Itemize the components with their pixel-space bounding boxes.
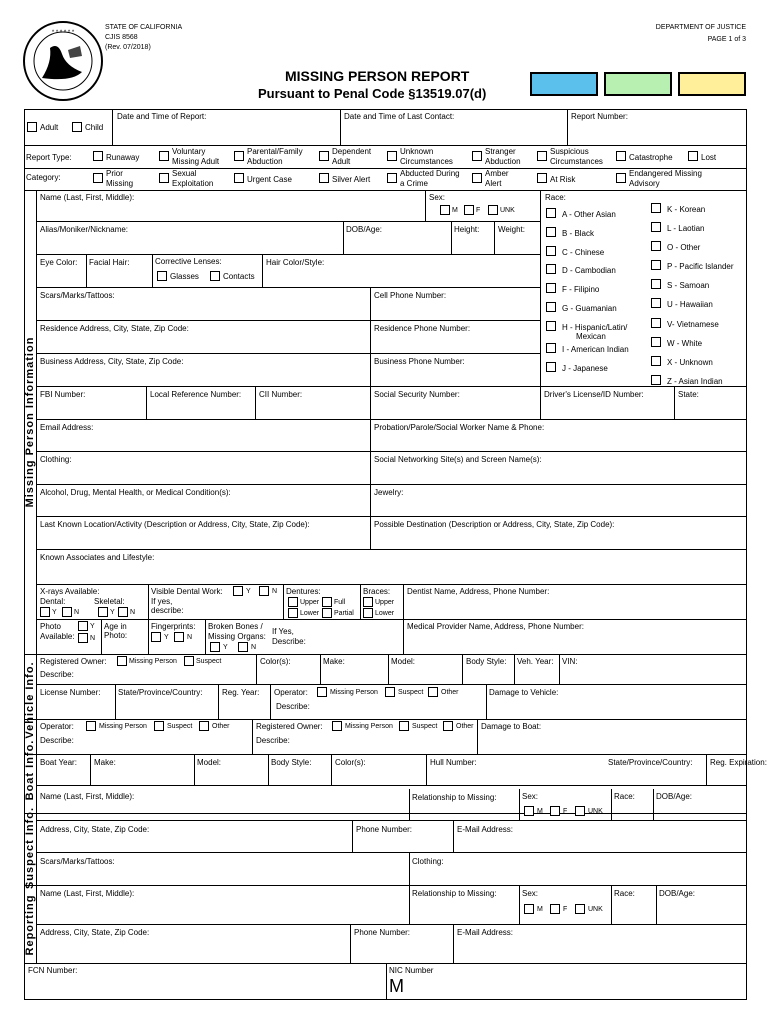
vehicle-operator-suspect-label: Suspect (398, 689, 424, 696)
color-swatch-green (604, 72, 672, 96)
mp-name-label: Name (Last, First, Middle): (40, 193, 135, 202)
photo-n-label: N (90, 635, 96, 642)
nic-number-value: M (389, 976, 404, 996)
boat-owner-missing-label: Missing Person (345, 723, 393, 730)
category-label: Category: (26, 173, 61, 182)
xray-dental-y-label: Y (52, 609, 57, 616)
xrays-label: X-rays Available: (40, 587, 100, 596)
state-name: STATE OF CALIFORNIA (105, 24, 183, 31)
boat-operator-missing-checkbox[interactable] (86, 721, 96, 731)
dentures-label: Dentures: (286, 587, 321, 596)
race-left-4-label: F - Filipino (562, 285, 600, 294)
photo-y-checkbox[interactable] (78, 621, 88, 631)
visible-dental-label: Visible Dental Work: (151, 587, 223, 596)
adult-label: Adult (40, 123, 59, 132)
fingerprints-label: Fingerprints: (151, 622, 196, 631)
race-right-1-label: L - Laotian (667, 224, 705, 233)
report-type-3-checkbox[interactable] (319, 151, 329, 161)
category-6-checkbox[interactable] (537, 173, 547, 183)
boat-owner-other-label: Other (456, 723, 474, 730)
report-type-5-label: Stranger (485, 147, 516, 156)
organs-y-checkbox[interactable] (210, 642, 220, 652)
boat-make-label: Make: (94, 758, 116, 767)
photo-available-label: Available: (40, 632, 75, 641)
braces-upper-label: Upper (375, 599, 395, 606)
boat-operator-suspect-label: Suspect (167, 723, 193, 730)
broken-bones-label: Broken Bones / (208, 622, 263, 631)
boat-operator-suspect-checkbox[interactable] (154, 721, 164, 731)
reporting-sex-m-label: M (537, 906, 543, 913)
form-subtitle: Pursuant to Penal Code §13519.07(d) (258, 86, 487, 101)
report-type-6-label: Suspicious (550, 147, 589, 156)
race-left-3-checkbox[interactable] (546, 264, 556, 274)
race-right-9-label: Z - Asian Indian (667, 377, 723, 386)
visible-dental-y-label: Y (246, 588, 251, 595)
race-left-0-label: A - Other Asian (562, 210, 616, 219)
vehicle-operator-label: Operator: (274, 688, 308, 697)
residence-phone-label: Residence Phone Number: (374, 324, 471, 333)
section-boat: Boat Info. (24, 739, 36, 801)
organs-ifyes-label: If Yes, (272, 627, 294, 636)
report-type-4-checkbox[interactable] (387, 151, 397, 161)
vehicle-damage-label: Damage to Vehicle: (489, 688, 559, 697)
reporting-name-label: Name (Last, First, Middle): (40, 889, 135, 898)
suspect-sex-unk-checkbox[interactable] (575, 806, 585, 816)
suspect-sex-f-label: F (563, 808, 568, 815)
hair-color-label: Hair Color/Style: (266, 258, 325, 267)
category-1-checkbox[interactable] (159, 173, 169, 183)
child-label: Child (85, 123, 104, 132)
photo-label: Photo (40, 622, 61, 631)
state-seal-icon (22, 20, 104, 102)
contacts-label: Contacts (223, 272, 255, 281)
vehicle-owner-suspect-label: Suspect (196, 658, 222, 665)
reporting-dob-label: DOB/Age: (659, 889, 696, 898)
mp-sex-unk-label: UNK (500, 207, 515, 214)
boat-operator-other-checkbox[interactable] (199, 721, 209, 731)
race-right-9-checkbox[interactable] (651, 375, 661, 385)
race-right-2-checkbox[interactable] (651, 241, 661, 251)
alias-label: Alias/Moniker/Nickname: (40, 225, 129, 234)
boat-operator-describe-label: Describe: (40, 736, 74, 745)
vehicle-body-label: Body Style: (466, 657, 507, 666)
visible-dental-n-label: N (272, 588, 278, 595)
suspect-relationship-label: Relationship to Missing: (412, 793, 497, 802)
boat-operator-label: Operator: (40, 722, 74, 731)
race-right-6-label: V- Vietnamese (667, 320, 719, 329)
race-left-4-checkbox[interactable] (546, 283, 556, 293)
page-number: PAGE 1 of 3 (707, 36, 746, 43)
boat-body-label: Body Style: (271, 758, 312, 767)
mp-sex-label: Sex: (429, 193, 446, 202)
dentures-upper-label: Upper (300, 599, 320, 606)
last-known-location-label: Last Known Location/Activity (Description or Address, City, State, Zip Code): (40, 520, 310, 529)
mp-sex-unk-checkbox[interactable] (488, 205, 498, 215)
medical-provider-label: Medical Provider Name, Address, Phone Number: (407, 622, 584, 631)
report-type-7-checkbox[interactable] (616, 151, 626, 161)
dentures-partial-checkbox[interactable] (322, 608, 332, 618)
dentures-full-checkbox[interactable] (322, 597, 332, 607)
photo-y-label: Y (90, 623, 95, 630)
dental-ifyes-label: If yes, (151, 597, 173, 606)
report-type-6-checkbox[interactable] (537, 151, 547, 161)
reporting-sex-f-checkbox[interactable] (550, 904, 560, 914)
section-suspect: Suspect Info. (24, 806, 36, 890)
cell-phone-label: Cell Phone Number: (374, 291, 447, 300)
possible-destination-label: Possible Destination (Description or Address, City, State, Zip Code): (374, 520, 615, 529)
xray-dental-n-label: N (74, 609, 80, 616)
dob-label: DOB/Age: (346, 225, 383, 234)
section-missing-person: Missing Person Information (24, 336, 36, 508)
date-last-contact-label: Date and Time of Last Contact: (344, 112, 455, 121)
vehicle-operator-missing-label: Missing Person (330, 689, 378, 696)
braces-lower-checkbox[interactable] (363, 608, 373, 618)
dental-describe-label: describe: (151, 606, 184, 615)
boat-color-label: Color(s): (335, 758, 366, 767)
race-right-3-checkbox[interactable] (651, 260, 661, 270)
mp-sex-f-label: F (476, 207, 481, 214)
category-0-checkbox[interactable] (93, 173, 103, 183)
category-4-label: Abducted During (400, 169, 460, 178)
race-left-1-label: B - Black (562, 229, 595, 238)
reporting-address-label: Address, City, State, Zip Code: (40, 928, 150, 937)
category-4-checkbox[interactable] (387, 173, 397, 183)
report-type-8-label: Lost (701, 153, 717, 162)
race-right-1-checkbox[interactable] (651, 222, 661, 232)
boat-state-label: State/Province/Country: (608, 758, 693, 767)
dentist-label: Dentist Name, Address, Phone Number: (407, 587, 550, 596)
vehicle-vin-label: VIN: (562, 657, 578, 666)
vehicle-operator-describe-label: Describe: (276, 702, 310, 711)
suspect-sex-unk-label: UNK (588, 808, 603, 815)
suspect-email-label: E-Mail Address: (457, 825, 514, 834)
reporting-sex-m-checkbox[interactable] (524, 904, 534, 914)
vehicle-operator-suspect-checkbox[interactable] (385, 687, 395, 697)
alcohol-drug-label: Alcohol, Drug, Mental Health, or Medical Condition(s): (40, 488, 231, 497)
braces-upper-checkbox[interactable] (363, 597, 373, 607)
report-type-2-label-2: Abduction (247, 157, 283, 166)
category-3-checkbox[interactable] (319, 173, 329, 183)
braces-lower-label: Lower (375, 610, 395, 617)
license-number-label: License Number: (40, 688, 101, 697)
vehicle-owner-describe-label: Describe: (40, 670, 74, 679)
report-type-0-checkbox[interactable] (93, 151, 103, 161)
category-5-label: Amber (485, 169, 509, 178)
reporting-sex-unk-checkbox[interactable] (575, 904, 585, 914)
child-checkbox[interactable] (72, 122, 82, 132)
vehicle-reg-owner-label: Registered Owner: (40, 657, 107, 666)
category-7-label: Endangered Missing (629, 169, 702, 178)
race-right-7-checkbox[interactable] (651, 337, 661, 347)
race-left-5-checkbox[interactable] (546, 302, 556, 312)
vehicle-year-label: Veh. Year: (517, 657, 554, 666)
fbi-number-label: FBI Number: (40, 390, 86, 399)
xray-skeletal-label: Skeletal: (94, 597, 125, 606)
boat-reg-owner-label: Registered Owner: (256, 722, 323, 731)
boat-damage-label: Damage to Boat: (481, 722, 542, 731)
race-right-2-label: O - Other (667, 243, 701, 252)
organs-y-label: Y (223, 644, 228, 651)
photo-n-checkbox[interactable] (78, 633, 88, 643)
xray-skeletal-n-checkbox[interactable] (118, 607, 128, 617)
category-0-label-2: Missing (106, 179, 134, 188)
boat-owner-suspect-checkbox[interactable] (399, 721, 409, 731)
social-networking-label: Social Networking Site(s) and Screen Name(s): (374, 455, 542, 464)
height-label: Height: (454, 225, 480, 234)
boat-year-label: Boat Year: (40, 758, 77, 767)
section-reporting: Reporting (24, 894, 36, 956)
boat-model-label: Model: (197, 758, 222, 767)
age-photo-label: Photo: (104, 631, 128, 640)
category-0-label: Prior (106, 169, 123, 178)
business-address-label: Business Address, City, State, Zip Code: (40, 357, 184, 366)
race-right-8-checkbox[interactable] (651, 356, 661, 366)
email-label: Email Address: (40, 423, 94, 432)
department-name: DEPARTMENT OF JUSTICE (655, 24, 746, 31)
category-6-label: At Risk (550, 175, 576, 184)
suspect-sex-label: Sex: (522, 792, 539, 801)
xray-dental-y-checkbox[interactable] (40, 607, 50, 617)
drivers-license-label: Driver's License/ID Number: (544, 390, 644, 399)
dentures-partial-label: Partial (334, 610, 354, 617)
glasses-label: Glasses (170, 272, 199, 281)
race-right-4-label: S - Samoan (667, 281, 710, 290)
race-right-7-label: W - White (667, 339, 703, 348)
contacts-checkbox[interactable] (210, 271, 220, 281)
ssn-label: Social Security Number: (374, 390, 460, 399)
reporting-race-label: Race: (614, 889, 635, 898)
xray-skeletal-y-checkbox[interactable] (98, 607, 108, 617)
race-right-4-checkbox[interactable] (651, 279, 661, 289)
vehicle-operator-other-label: Other (441, 689, 459, 696)
local-ref-label: Local Reference Number: (150, 390, 242, 399)
report-type-5-checkbox[interactable] (472, 151, 482, 161)
race-left-3-label: D - Cambodian (562, 266, 616, 275)
vehicle-operator-missing-checkbox[interactable] (317, 687, 327, 697)
eye-color-label: Eye Color: (40, 258, 78, 267)
color-swatch-blue (530, 72, 598, 96)
mp-sex-f-checkbox[interactable] (464, 205, 474, 215)
category-1-label: Sexual (172, 169, 197, 178)
vehicle-owner-suspect-checkbox[interactable] (184, 656, 194, 666)
nic-number-label: NIC Number (389, 966, 434, 975)
vehicle-state-label: State/Province/Country: (118, 688, 203, 697)
vehicle-make-label: Make: (323, 657, 345, 666)
report-type-6-label-2: Circumstances (550, 157, 603, 166)
report-type-5-label-2: Abduction (485, 157, 521, 166)
fingerprints-n-label: N (187, 634, 193, 641)
hull-number-label: Hull Number: (430, 758, 477, 767)
reporting-sex-label: Sex: (522, 889, 539, 898)
race-left-1-checkbox[interactable] (546, 227, 556, 237)
race-right-3-label: P - Pacific Islander (667, 262, 734, 271)
weight-label: Weight: (498, 225, 525, 234)
reporting-email-label: E-Mail Address: (457, 928, 514, 937)
report-type-2-label: Parental/Family (247, 147, 303, 156)
missing-organs-label: Missing Organs: (208, 632, 266, 641)
form-id: CJIS 8568 (105, 34, 138, 41)
report-type-3-label-2: Adult (332, 157, 351, 166)
organs-n-checkbox[interactable] (238, 642, 248, 652)
reporting-phone-label: Phone Number: (354, 928, 411, 937)
glasses-checkbox[interactable] (157, 271, 167, 281)
suspect-name-label: Name (Last, First, Middle): (40, 792, 135, 801)
vehicle-operator-other-checkbox[interactable] (428, 687, 438, 697)
category-1-label-2: Exploitation (172, 179, 214, 188)
suspect-phone-label: Phone Number: (356, 825, 413, 834)
boat-owner-other-checkbox[interactable] (443, 721, 453, 731)
dentures-full-label: Full (334, 599, 346, 606)
adult-checkbox[interactable] (27, 122, 37, 132)
suspect-dob-label: DOB/Age: (656, 792, 693, 801)
suspect-race-label: Race: (614, 792, 635, 801)
race-label: Race: (545, 193, 566, 202)
boat-reg-exp-label: Reg. Expiration: (710, 758, 767, 767)
dentures-lower-checkbox[interactable] (288, 608, 298, 618)
fingerprints-n-checkbox[interactable] (174, 632, 184, 642)
dl-state-label: State: (678, 390, 699, 399)
race-left-6-checkbox[interactable] (546, 321, 556, 331)
boat-owner-describe-label: Describe: (256, 736, 290, 745)
age-in-photo-label: Age in (104, 622, 127, 631)
scars-label: Scars/Marks/Tattoos: (40, 291, 115, 300)
reporting-sex-unk-label: UNK (588, 906, 603, 913)
suspect-sex-m-checkbox[interactable] (524, 806, 534, 816)
race-right-0-label: K - Korean (667, 205, 706, 214)
race-right-8-label: X - Unknown (667, 358, 713, 367)
clothing-label: Clothing: (40, 455, 72, 464)
report-type-2-checkbox[interactable] (234, 151, 244, 161)
suspect-address-label: Address, City, State, Zip Code: (40, 825, 150, 834)
visible-dental-n-checkbox[interactable] (259, 586, 269, 596)
facial-hair-label: Facial Hair: (89, 258, 130, 267)
dentures-upper-checkbox[interactable] (288, 597, 298, 607)
race-left-2-checkbox[interactable] (546, 246, 556, 256)
report-type-8-checkbox[interactable] (688, 151, 698, 161)
cii-number-label: CII Number: (259, 390, 303, 399)
race-left-6-label: H - Hispanic/Latin/ (562, 323, 628, 332)
visible-dental-y-checkbox[interactable] (233, 586, 243, 596)
race-right-0-checkbox[interactable] (651, 203, 661, 213)
suspect-sex-f-checkbox[interactable] (550, 806, 560, 816)
vehicle-owner-missing-checkbox[interactable] (117, 656, 127, 666)
report-type-label: Report Type: (26, 153, 72, 162)
report-type-4-label-2: Circumstances (400, 157, 453, 166)
organs-describe-label: Describe: (272, 637, 306, 646)
category-2-label: Urgent Case (247, 175, 292, 184)
boat-operator-missing-label: Missing Person (99, 723, 147, 730)
race-left-7-label: I - American Indian (562, 345, 629, 354)
category-4-label-2: a Crime (400, 179, 429, 188)
report-type-1-label: Voluntary (172, 147, 206, 156)
jewelry-label: Jewelry: (374, 488, 404, 497)
race-left-5-label: G - Guamanian (562, 304, 617, 313)
boat-owner-suspect-label: Suspect (412, 723, 438, 730)
category-7-label-2: Advisory (629, 179, 660, 188)
mp-sex-m-label: M (452, 207, 458, 214)
corrective-lenses-label: Corrective Lenses: (155, 257, 222, 266)
category-5-checkbox[interactable] (472, 173, 482, 183)
residence-address-label: Residence Address, City, State, Zip Code: (40, 324, 189, 333)
category-7-checkbox[interactable] (616, 173, 626, 183)
fcn-number-label: FCN Number: (28, 966, 78, 975)
form-revision: (Rev. 07/2018) (105, 44, 151, 51)
boat-operator-other-label: Other (212, 723, 230, 730)
race-left-6-label-2: Mexican (576, 332, 606, 341)
vehicle-model-label: Model: (391, 657, 416, 666)
race-right-5-label: U - Hawaiian (667, 300, 713, 309)
category-5-label-2: Alert (485, 179, 502, 188)
xray-skeletal-n-label: N (130, 609, 136, 616)
mp-sex-m-checkbox[interactable] (440, 205, 450, 215)
organs-n-label: N (251, 644, 257, 651)
race-left-2-label: C - Chinese (562, 248, 605, 257)
suspect-scars-label: Scars/Marks/Tattoos: (40, 857, 115, 866)
race-left-7-checkbox[interactable] (546, 343, 556, 353)
braces-label: Braces: (363, 587, 391, 596)
race-left-8-label: J - Japanese (562, 364, 608, 373)
reporting-sex-f-label: F (563, 906, 568, 913)
report-type-4-label: Unknown (400, 147, 434, 156)
race-right-5-checkbox[interactable] (651, 298, 661, 308)
section-vehicle: Vehicle Info. (24, 661, 36, 739)
race-left-8-checkbox[interactable] (546, 362, 556, 372)
fingerprints-y-checkbox[interactable] (151, 632, 161, 642)
reg-year-label: Reg. Year: (222, 688, 260, 697)
suspect-clothing-label: Clothing: (412, 857, 444, 866)
color-swatch-yellow (678, 72, 746, 96)
category-3-label: Silver Alert (332, 175, 371, 184)
report-type-7-label: Catastrophe (629, 153, 673, 162)
reporting-relationship-label: Relationship to Missing: (412, 889, 497, 898)
report-number-label: Report Number: (571, 112, 628, 121)
suspect-sex-m-label: M (537, 808, 543, 815)
vehicle-owner-missing-label: Missing Person (129, 658, 177, 665)
date-of-report-label: Date and Time of Report: (117, 112, 207, 121)
xray-skeletal-y-label: Y (110, 609, 115, 616)
report-type-1-label-2: Missing Adult (172, 157, 220, 166)
fingerprints-y-label: Y (164, 634, 169, 641)
category-2-checkbox[interactable] (234, 173, 244, 183)
probation-label: Probation/Parole/Social Worker Name & Phone: (374, 423, 545, 432)
business-phone-label: Business Phone Number: (374, 357, 465, 366)
race-left-0-checkbox[interactable] (546, 208, 556, 218)
boat-owner-missing-checkbox[interactable] (332, 721, 342, 731)
xray-dental-label: Dental: (40, 597, 66, 606)
report-type-0-label: Runaway (106, 153, 140, 162)
dentures-lower-label: Lower (300, 610, 320, 617)
form-title: MISSING PERSON REPORT (285, 68, 470, 84)
known-associates-label: Known Associates and Lifestyle: (40, 553, 155, 562)
vehicle-color-label: Color(s): (260, 657, 291, 666)
report-type-1-checkbox[interactable] (159, 151, 169, 161)
race-right-6-checkbox[interactable] (651, 318, 661, 328)
report-type-3-label: Dependent (332, 147, 372, 156)
svg-text:* * * * * *: * * * * * * (51, 30, 75, 36)
xray-dental-n-checkbox[interactable] (62, 607, 72, 617)
